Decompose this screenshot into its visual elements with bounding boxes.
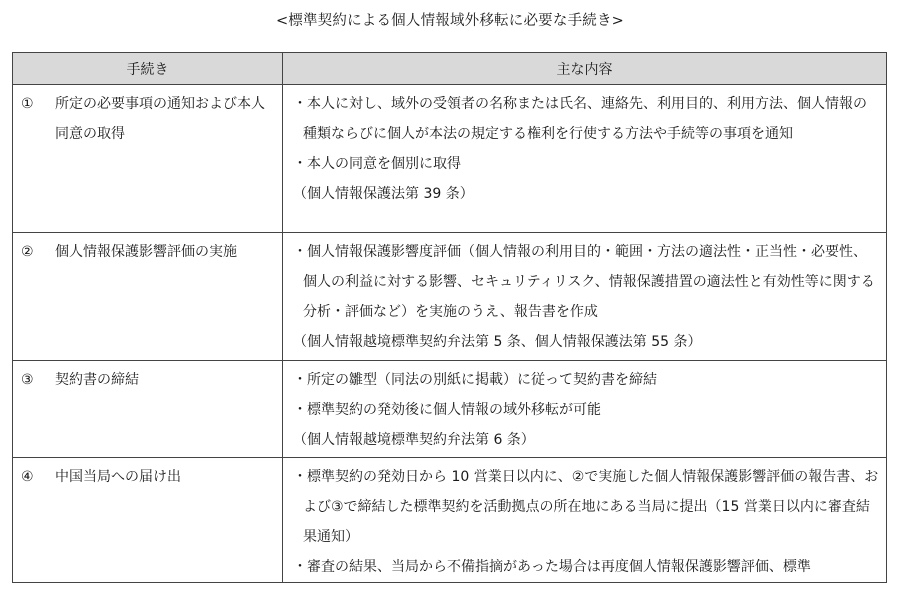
step-number: ① [21,96,34,112]
content-line: ・標準契約の発効日から 10 営業日以内に、②で実施した個人情報保護影響評価の報告書、および③で締結した標準契約を活動拠点の所在地にある当局に提出（15 営業日以内に審査結果通知） [293,469,879,545]
document-title: <標準契約による個人情報域外移転に必要な手続き> [275,13,625,29]
step-number: ④ [21,469,34,485]
header-procedure: 手続き [13,53,283,85]
step-label: 所定の必要事項の通知および本人同意の取得 [55,96,265,142]
content-cell [283,361,887,458]
table-row [13,233,887,361]
content-line: ・本人の同意を個別に取得 [293,156,461,172]
procedure-cell [13,85,283,233]
step-label: 個人情報保護影響評価の実施 [55,244,237,260]
content-cell [283,85,887,233]
table-row [13,361,887,458]
content-line: ・所定の雛型（同法の別紙に掲載）に従って契約書を締結 [293,372,657,388]
header-content: 主な内容 [283,53,887,85]
step-label: 契約書の締結 [55,372,139,388]
procedure-table [12,52,887,583]
legal-reference: （個人情報保護法第 39 条） [293,186,474,202]
legal-reference: （個人情報越境標準契約弁法第 6 条） [293,432,535,448]
content-line: ・審査の結果、当局から不備指摘があった場合は再度個人情報保護影響評価、標準 [293,559,811,575]
legal-reference: （個人情報越境標準契約弁法第 5 条、個人情報保護法第 55 条） [293,334,702,350]
step-number: ③ [21,372,34,388]
content-line: ・本人に対し、域外の受領者の名称または氏名、連絡先、利用目的、利用方法、個人情報の種類ならびに個人が本法の規定する権利を行使する方法や手続等の事項を通知 [293,96,867,142]
step-label: 中国当局への届け出 [55,469,181,485]
procedure-cell [13,361,283,458]
step-number: ② [21,244,34,260]
content-line: ・個人情報保護影響度評価（個人情報の利用目的・範囲・方法の適法性・正当性・必要性、個人の利益に対する影響、セキュリティリスク、情報保護措置の適法性と有効性等に関する分析・評価など）を実施のうえ、報告書を作成 [293,244,875,320]
content-cell [283,458,887,583]
procedure-cell [13,458,283,583]
procedure-cell [13,233,283,361]
content-line: ・標準契約の発効後に個人情報の域外移転が可能 [293,402,601,418]
content-cell [283,233,887,361]
table-row [13,85,887,233]
table-row [13,458,887,583]
table-header-row [13,53,887,85]
